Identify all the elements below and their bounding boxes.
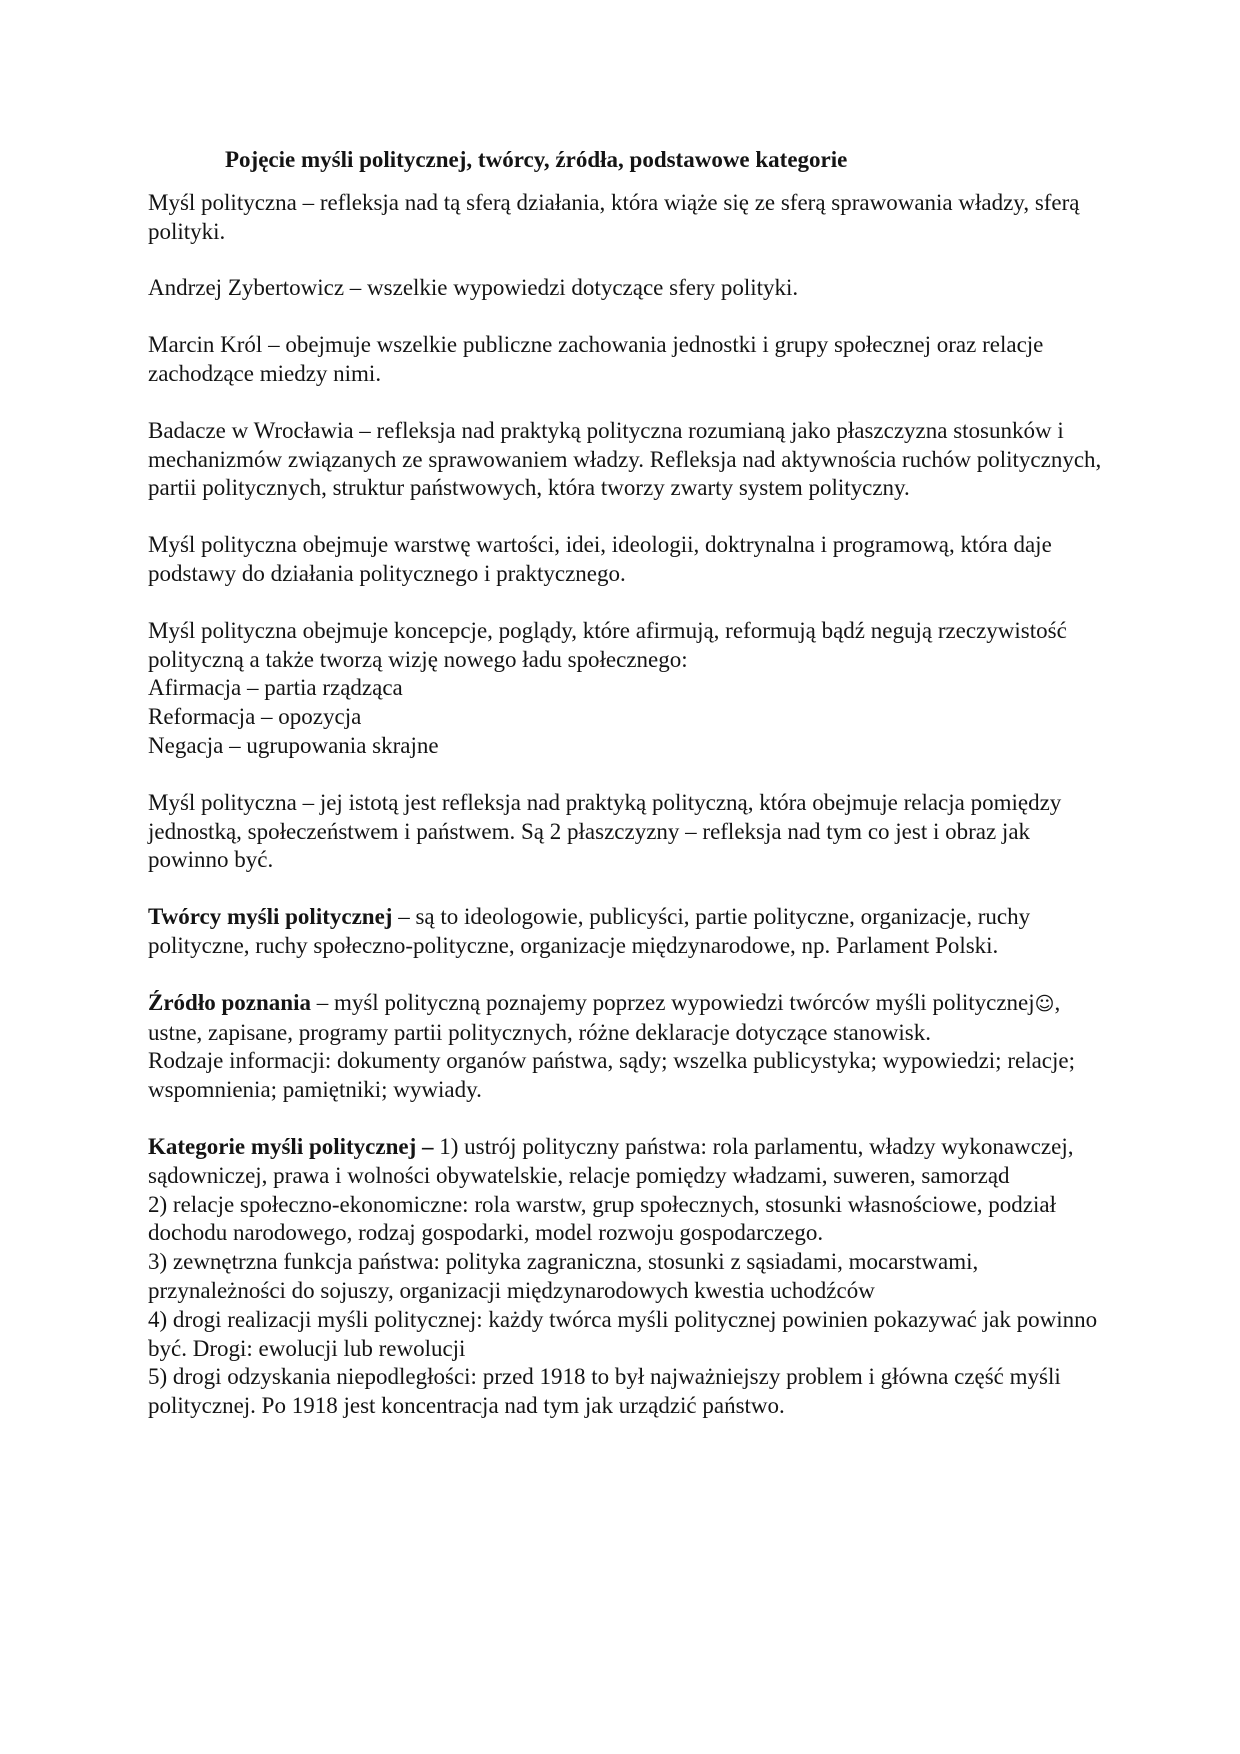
creators-text: – są to ideologowie, publicyści, partie polityczne, organizacje, ruchy polityczne, ruchy społeczno-polityczne, organizacje międzynarodowe, np. Parlament Polski. — [148, 904, 1031, 958]
document-title: Pojęcie myśli politycznej, twórcy, źródła, podstawowe kategorie — [225, 147, 848, 172]
paragraph-essence: Myśl polityczna – jej istotą jest refleksja nad praktyką polityczną, która obejmuje relacja pomiędzy jednostką, społeczeństwem i państwem. Są 2 płaszczyzny – refleksja nad tym co jest i obraz jak powinno być. — [148, 789, 1062, 873]
list-item: Negacja – ugrupowania skrajne — [148, 732, 439, 758]
paragraph-krol: Marcin Król – obejmuje wszelkie publiczne zachowania jednostki i grupy społecznej oraz relacje zachodzące miedzy nimi. — [148, 332, 1044, 386]
list-item: Reformacja – opozycja — [148, 704, 362, 730]
document-page — [148, 146, 1110, 1421]
sources-info: Rodzaje informacji: dokumenty organów państwa, sądy; wszelka publicystyka; wypowiedzi; relacje; wspomnienia; pamiętniki; wywiady. — [148, 1048, 1075, 1103]
categories-first — [148, 1133, 1110, 1191]
paragraph-values: Myśl polityczna obejmuje warstwę wartości, idei, ideologii, doktrynalna i programową, która daje podstawy do działania politycznego i praktycznego. — [148, 532, 1052, 586]
concepts-intro: Myśl polityczna obejmuje koncepcje, poglądy, które afirmują, reformują bądź negują rzeczywistość polityczną a także tworzą wizję nowego ładu społecznego: — [148, 617, 1067, 672]
smiley-icon: ☺ — [1034, 992, 1055, 1015]
paragraph-zybertowicz: Andrzej Zybertowicz – wszelkie wypowiedzi dotyczące sfery polityki. — [148, 275, 799, 301]
sources-text-a: – myśl polityczną poznajemy poprzez wypowiedzi twórców myśli politycznej — [310, 989, 1035, 1015]
list-item: 5) drogi odzyskania niepodległości: przed 1918 to był najważniejszy problem i główna część myśli politycznej. Po 1918 jest koncentracja nad tym jak urządzić państwo. — [148, 1364, 1061, 1419]
list-item: Afirmacja – partia rządząca — [148, 675, 403, 701]
list-item: 2) relacje społeczno-ekonomiczne: rola warstw, grup społecznych, stosunki własnościowe, podział dochodu narodowego, rodzaj gospodarki, model rozwoju gospodarczego. — [148, 1191, 1056, 1246]
sources-term: Źródło poznania — [148, 989, 311, 1015]
creators-term: Twórcy myśli politycznej — [148, 904, 393, 930]
paragraph-categories — [148, 1133, 1110, 1421]
paragraph-definition: Myśl polityczna – refleksja nad tą sferą działania, która wiąże się ze sferą sprawowania władzy, sferą polityki. — [148, 189, 1080, 244]
list-item: 1) ustrój polityczny państwa: rola parlamentu, władzy wykonawczej, sądowniczej, prawa i wolności obywatelskie, relacje pomiędzy władzami, suweren, samorząd — [148, 1133, 1074, 1188]
sources-main — [148, 989, 1110, 1048]
paragraph-concepts — [148, 617, 1110, 761]
list-item: 3) zewnętrzna funkcja państwa: polityka zagraniczna, stosunki z sąsiadami, mocarstwami, przynależności do sojuszy, organizacji międzynarodowych kwestia uchodźców — [148, 1249, 979, 1303]
sources-text-b: , ustne, zapisane, programy partii politycznych, różne deklaracje dotyczące stanowisk. — [148, 989, 1061, 1045]
categories-term: Kategorie myśli politycznej — [148, 1133, 417, 1159]
list-item: 4) drogi realizacji myśli politycznej: każdy twórca myśli politycznej powinien pokazywać jak powinno być. Drogi: ewolucji lub rewolucji — [148, 1306, 1098, 1361]
categories-dash: – — [416, 1133, 440, 1159]
paragraph-sources — [148, 989, 1110, 1105]
paragraph-wroclaw: Badacze w Wrocławia – refleksja nad praktyką polityczna rozumianą jako płaszczyzna stosunków i mechanizmów związanych ze sprawowaniem władzy. Refleksja nad aktywnościa ruchów politycznych, partii politycznych, struktur państwowych, która tworzy zwarty system polityczny. — [148, 417, 1102, 501]
paragraph-creators — [148, 903, 1110, 961]
